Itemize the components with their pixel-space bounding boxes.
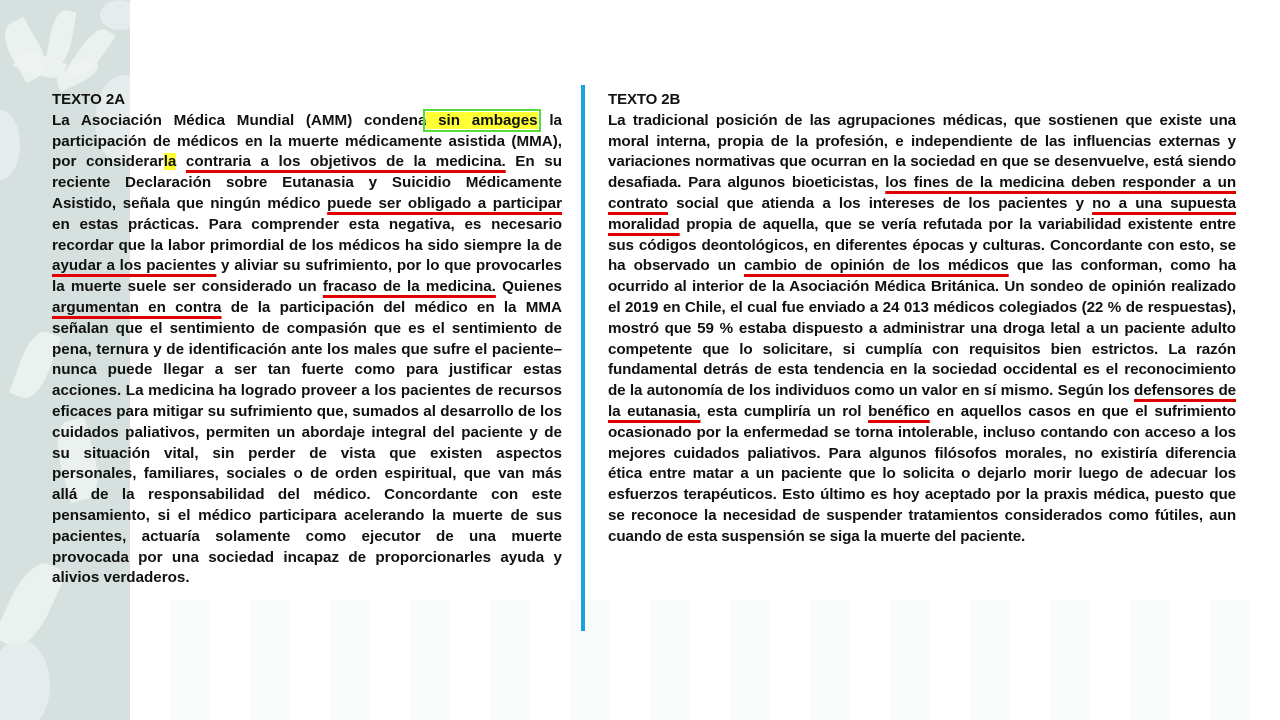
underlined-phrase: benéfico <box>868 402 930 420</box>
underlined-phrase: defensores de la eutanasia, <box>608 382 1236 420</box>
text-segment: propia de aquella, que se vería refutada por la variabilidad existente entre sus códigos deontológicos, en diferentes épocas y culturas. Concordante con esto, se ha observado un <box>608 215 1236 275</box>
underlined-phrase: contraria a los objetivos de la medicina. <box>185 153 506 171</box>
circle-decoration <box>0 110 20 180</box>
text-segment: La tradicional posición de las agrupaciones médicas, que sostienen que existe una moral interna, propia de la profesión, e independiente de las influencias externas y variaciones normativas que ocurran en la sociedad en que se desenvuelve, está siendo desafiada. Para algunos bioeticistas, <box>608 111 1236 192</box>
circle-decoration <box>100 0 130 30</box>
text-segment: social que atienda a los intereses de los pacientes y <box>667 194 1093 212</box>
text-segment: en aquellos casos en que el sufrimiento ocasionado por la enfermedad se torna intolerable, incluso contando con acceso a los mejores cuidados paliativos. Para algunos filósofos morales, no existiría diferencia ética entre matar a un paciente que lo solicita o dejarlo morir luego de adecuar los esfuerzos terapéuticos. Esto último es hoy aceptado por la praxis médica, puesto que se reconoce la necesidad de suspender tratamientos considerados como fútiles, aun cuando de esta suspensión se siga la muerte del paciente. <box>608 402 1236 545</box>
underlined-phrase: fracaso de la medicina. <box>322 278 496 296</box>
underlined-phrase: puede ser obligado a participar <box>327 194 562 212</box>
circle-decoration <box>0 640 50 720</box>
underlined-phrase: los fines de la medicina deben responder a un contrato <box>608 174 1236 212</box>
text-segment: la participación de médicos en la muerte médicamente asistida (MMA), por considerar <box>52 111 562 171</box>
text-segment: esta cumpliría un rol <box>700 402 869 420</box>
text-segment: La Asociación Médica Mundial (AMM) condena <box>52 111 427 129</box>
texto-2b-heading: TEXTO 2B <box>608 91 681 108</box>
texto-2a-column <box>52 90 562 589</box>
underlined-phrase: cambio de opinión de los médicos <box>744 257 1009 275</box>
underlined-phrase: argumentan en contra <box>52 298 222 316</box>
text-segment: de la participación del médico en la MMA señalan que el sentimiento de compasión que es el sentimiento de pena, ternura y de identificación ante los males que sufre el paciente– nunca puede llegar a ser tan fuerte como para justificar estas acciones. La medicina ha logrado proveer a los pacientes de recursos eficaces para mitigar su sufrimiento que, sumados al desarrollo de los cuidados paliativos, permiten un abordaje integral del paciente y de su situación vital, sin perder de vista que existen aspectos personales, familiares, sociales o de orden espiritual, que van más allá de la responsabilidad del médico. Concordante con este pensamiento, si el médico participara acelerando la muerte de sus pacientes, actuaría solamente como ejecutor de una muerte provocada por una sociedad incapaz de proporcionarles ayuda y alivios verdaderos. <box>52 298 562 587</box>
underlined-phrase: no a una supuesta moralidad <box>608 194 1236 233</box>
text-segment <box>176 153 186 170</box>
text-segment: que las conforman, como ha ocurrido al interior de la Asociación Médica Británica. Un sondeo de opinión realizado el 2019 en Chile, el cual fue enviado a 24 013 médicos colegiados (22 % de respuestas), mostró que 59 % estaba dispuesto a administrar una droga letal a un paciente adulto competente que lo solicitare, si cumplía con requisitos bien estrictos. La razón fundamental detrás de esta tendencia en la sociedad occidental es el reconocimiento de la autonomía de los individuos como un valor en sí mismo. Según los <box>608 257 1236 400</box>
text-segment: en estas prácticas. Para comprender esta negativa, es necesario recordar que la labor primordial de los médicos ha sido siempre la de <box>52 215 562 254</box>
texto-2b-body <box>608 112 1236 545</box>
background-pattern <box>130 600 1280 720</box>
text-segment: y aliviar su sufrimiento, por lo que provocarles la muerte suele ser considerado un <box>52 257 562 296</box>
column-divider <box>581 85 585 631</box>
texto-2b-column <box>608 90 1236 548</box>
texto-2a-heading: TEXTO 2A <box>52 91 126 108</box>
highlighted-phrase: sin ambages <box>426 111 538 129</box>
highlighted-word: la <box>163 153 177 171</box>
underlined-phrase: ayudar a los pacientes <box>52 257 217 275</box>
text-segment: En su reciente Declaración sobre Eutanasia y Suicidio Médicamente Asistido, señala que ningún médico <box>52 153 562 212</box>
texto-2a-body <box>52 112 562 587</box>
text-segment: Quienes <box>495 278 562 296</box>
